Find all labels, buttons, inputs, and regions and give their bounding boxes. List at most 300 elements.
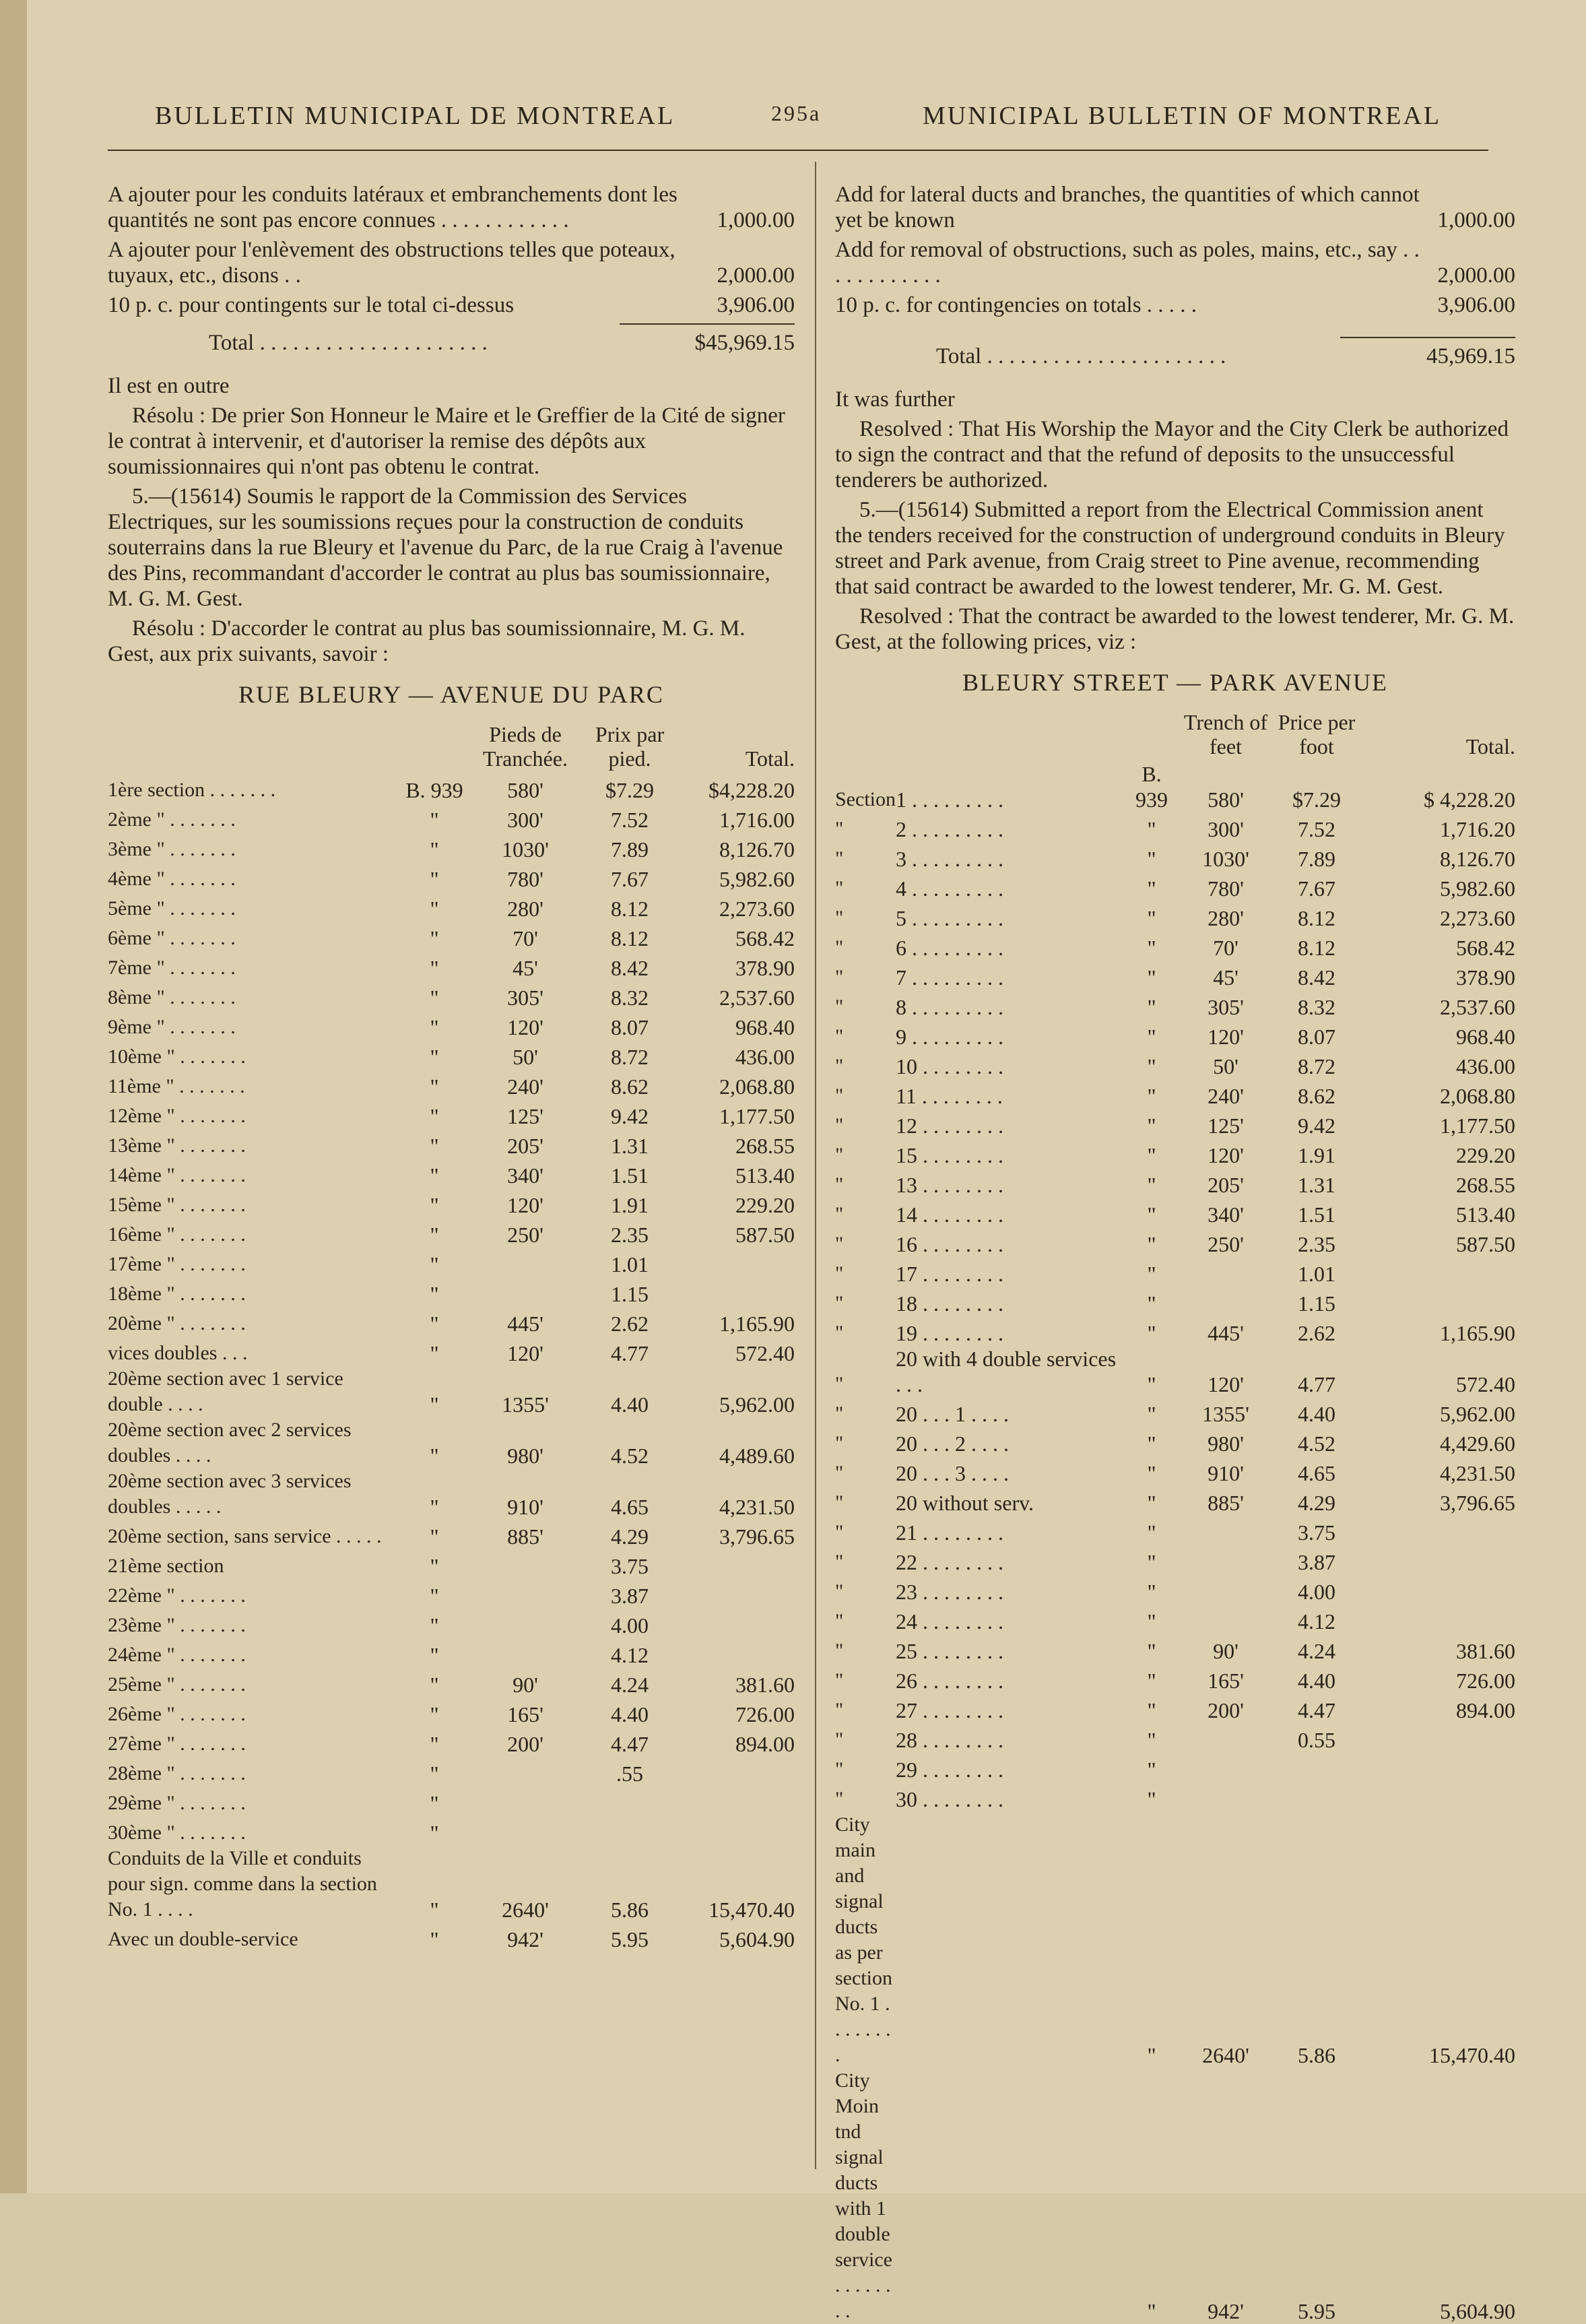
table-cell: 280' [1208,906,1244,930]
table-cell: " [1147,965,1156,990]
table-row [835,1812,1515,2068]
table-cell: 445' [1208,1321,1244,1345]
table-cell [1360,1545,1515,1575]
table-cell: 1.51 [611,1163,649,1188]
table-cell: " [430,1015,439,1039]
table-row [835,1050,1515,1079]
table-cell: 8.12 [1298,906,1335,930]
table-cell [1179,1782,1273,1812]
table-cell: 16ème " . . . . . . . [108,1223,246,1246]
table-cell: 27ème " . . . . . . . [108,1733,246,1755]
table-cell: 20ème section, sans service . . . . . [108,1525,382,1547]
table-cell: 910' [1208,1461,1244,1485]
table-cell: " [835,818,844,840]
table-cell: 8.72 [611,1045,649,1069]
table-cell: " [1147,1113,1156,1138]
table-row [108,1579,795,1609]
table-cell: $4,228.20 [708,778,795,802]
table-cell: " [1147,1520,1156,1545]
table-cell: 378.90 [735,956,795,980]
table-cell: 8,126.70 [719,837,795,862]
table-cell [471,1816,579,1846]
table-cell: 4.77 [611,1341,649,1365]
table-cell: " [835,1640,844,1662]
table-cell: " [1147,1609,1156,1634]
table-cell: 4.65 [1298,1461,1335,1485]
table-cell: 436.00 [1456,1054,1515,1078]
column-header [896,710,1125,761]
table-cell: 9.42 [611,1104,649,1128]
table-cell: " [835,1491,844,1514]
table-cell: 45' [513,956,538,980]
table-cell: 894.00 [1456,1698,1515,1722]
table-cell [680,1757,795,1786]
table-cell: " [835,1758,844,1780]
table-cell: 5,962.00 [1440,1402,1515,1426]
table-cell [1360,1605,1515,1634]
table-row [835,1545,1515,1575]
table-cell: 12 . . . . . . . . [896,1113,1003,1138]
table-row [108,1218,795,1248]
table-cell: 50' [1213,1054,1238,1078]
table-cell: " [1147,1431,1156,1456]
table-row [108,1757,795,1786]
table-cell: 240' [507,1074,543,1099]
table-cell: 1.51 [1298,1202,1335,1227]
table-cell: 3 . . . . . . . . . [896,847,1003,871]
table-cell [1360,1257,1515,1287]
table-row [108,1668,795,1698]
english-total-line [835,344,1515,369]
french-total-amount: $45,969.15 [694,331,795,355]
table-cell: 340' [507,1163,543,1188]
table-cell: 20ème section avec 1 service double . . . . [108,1367,343,1415]
table-cell: " [835,847,844,870]
table-cell: " [1147,1372,1156,1396]
english-paragraph: Resolved : That His Worship the Mayor and the City Clerk be authorized to sign the contract and that the refund of deposits to the unsuccessful tenderers be authorized. [835,417,1509,492]
table-cell: 8.12 [1298,936,1335,960]
table-cell: 300' [1208,817,1244,841]
table-cell [680,1638,795,1668]
table-cell [680,1549,795,1579]
table-row [108,1638,795,1668]
table-cell: Section [835,788,896,810]
table-cell: " [430,867,439,891]
table-cell: 20 . . . 2 . . . . [896,1431,1009,1456]
table-cell: 21 . . . . . . . . [896,1520,1003,1545]
french-total-label: Total . . . . . . . . . . . . . . . . . . . . . [209,331,488,355]
table-cell [1273,1753,1360,1782]
table-cell: 580' [1208,787,1244,812]
table-cell [471,1248,579,1277]
table-row [108,1010,795,1040]
table-cell: 7.67 [1298,876,1335,901]
table-cell: 513.40 [735,1163,795,1188]
table-cell: " [430,926,439,950]
table-cell: 580' [507,778,543,802]
table-cell: " [430,1613,439,1638]
table-cell: 20 . . . 3 . . . . [896,1461,1009,1485]
table-cell: " [835,1173,844,1196]
table-cell: 4.40 [1298,1402,1335,1426]
table-cell: " [1147,1757,1156,1782]
table-cell: 8.32 [611,986,649,1010]
table-row [108,1248,795,1277]
table-cell: " [1147,847,1156,871]
table-header-row [108,722,795,773]
table-cell: " [430,1791,439,1815]
table-cell: 165' [507,1702,543,1726]
cost-item-amount: 1,000.00 [1437,208,1515,232]
table-cell: 942' [1208,2299,1244,2323]
table-cell: 2.35 [1298,1232,1335,1256]
cost-item-text: 10 p. c. for contingencies on totals . . . . . [835,293,1197,317]
english-price-table [835,710,1515,2324]
table-cell: " [1147,1202,1156,1227]
table-cell: B. 939 [405,778,463,802]
table-cell: 1355' [1202,1402,1249,1426]
table-row [108,1727,795,1757]
table-cell: 23ème " . . . . . . . [108,1614,246,1636]
table-row [108,1549,795,1579]
cost-item-amount: 3,906.00 [1437,293,1515,317]
table-cell: " [1147,1669,1156,1693]
table-cell: 2,273.60 [719,897,795,921]
table-row [835,1486,1515,1516]
table-cell: 2,273.60 [1440,906,1515,930]
table-row [835,1516,1515,1545]
table-cell: 1.15 [1298,1291,1335,1316]
cost-item [835,237,1515,288]
table-cell: 4.00 [611,1613,649,1638]
table-cell: 1030' [502,837,549,862]
table-row [108,1040,795,1070]
table-cell: " [1147,1402,1156,1426]
table-row [835,1693,1515,1723]
table-cell: 20ème section avec 2 services doubles . . . . [108,1419,352,1466]
table-row [108,1609,795,1638]
table-cell: 1.31 [611,1134,649,1158]
table-row [108,1698,795,1727]
table-row [835,1723,1515,1753]
table-row [835,1079,1515,1109]
table-cell: " [835,1788,844,1810]
table-cell: " [430,1643,439,1667]
table-row [835,1397,1515,1427]
table-cell: " [835,1551,844,1573]
table-cell: " [835,1580,844,1603]
table-row [835,1664,1515,1693]
table-cell: 1.31 [1298,1173,1335,1197]
table-cell [896,2068,1125,2324]
table-cell: 4.24 [1298,1639,1335,1663]
table-cell: 780' [1208,876,1244,901]
table-cell: 10ème " . . . . . . . [108,1045,246,1068]
table-row [108,1417,795,1468]
table-cell: 513.40 [1456,1202,1515,1227]
table-cell: 13 . . . . . . . . [896,1173,1003,1197]
table-cell: 25 . . . . . . . . [896,1639,1003,1663]
table-row [108,981,795,1010]
cost-item [108,237,795,288]
table-cell [1360,1516,1515,1545]
table-row [108,1070,795,1099]
table-row [108,1307,795,1336]
table-cell: 8.72 [1298,1054,1335,1078]
table-cell: 8 . . . . . . . . . [896,995,1003,1019]
english-paragraph: It was further [835,387,955,412]
table-cell: 125' [1208,1113,1244,1138]
table-cell: 22ème " . . . . . . . [108,1584,246,1607]
table-cell: B. 939 [1135,762,1168,812]
table-cell: 268.55 [1456,1173,1515,1197]
column-header [397,722,471,773]
table-cell: 942' [507,1927,543,1951]
table-row [108,892,795,922]
table-cell: 26ème " . . . . . . . [108,1703,246,1725]
table-cell [471,1549,579,1579]
table-cell: 8.12 [611,897,649,921]
table-cell: 229.20 [1456,1143,1515,1167]
table-cell [471,1277,579,1307]
table-cell: 5,982.60 [719,867,795,891]
table-cell: 8.07 [1298,1025,1335,1049]
table-cell [896,1812,1125,2068]
table-cell: 15 . . . . . . . . [896,1143,1003,1167]
table-cell: 250' [507,1223,543,1247]
table-row [108,1786,795,1816]
table-cell: 9 . . . . . . . . . [896,1025,1003,1049]
table-cell: " [835,907,844,929]
table-cell: 45' [1213,965,1238,990]
table-cell: 1,177.50 [1440,1113,1515,1138]
table-cell [1179,1723,1273,1753]
table-row [835,761,1515,812]
table-cell: 5,982.60 [1440,876,1515,901]
cost-item [108,292,795,318]
table-cell: " [1147,2299,1156,2323]
table-cell [471,1579,579,1609]
table-cell: 7.89 [611,837,649,862]
table-cell: 1.91 [611,1193,649,1217]
table-cell: 10 . . . . . . . . [896,1054,1003,1078]
table-cell: 24ème " . . . . . . . [108,1644,246,1666]
table-row [108,1520,795,1549]
table-cell: 885' [507,1524,543,1549]
table-cell: 20ème section avec 3 services doubles . . . . . [108,1470,352,1518]
table-cell: 980' [1208,1431,1244,1456]
table-cell: 1.01 [1298,1262,1335,1286]
table-cell: " [1147,1580,1156,1604]
table-cell: " [430,1045,439,1069]
table-cell: " [430,1282,439,1306]
table-cell: " [1147,1639,1156,1663]
cost-item-amount: 2,000.00 [1437,263,1515,288]
table-cell: 13ème " . . . . . . . [108,1134,246,1157]
table-cell: 15,470.40 [708,1898,795,1922]
table-cell: Conduits de la Ville et conduits pour sign. comme dans la section No. 1 . . . . [108,1847,377,1920]
table-cell: " [835,1521,844,1543]
total-rule [620,323,795,325]
table-cell: $7.29 [1292,787,1341,812]
table-cell: 8.42 [1298,965,1335,990]
table-cell: " [1147,876,1156,901]
table-cell: 27 . . . . . . . . [896,1698,1003,1722]
table-cell: 5,962.00 [719,1392,795,1417]
table-cell: 24 . . . . . . . . [896,1609,1003,1634]
table-cell: 378.90 [1456,965,1515,990]
cost-item-amount: 1,000.00 [717,208,795,232]
table-cell: " [430,1524,439,1549]
table-cell: 3.75 [1298,1520,1335,1545]
table-cell: 14ème " . . . . . . . [108,1164,246,1186]
table-cell: Avec un double-service [108,1928,298,1950]
table-cell: 5.95 [611,1927,649,1951]
table-cell [1179,1753,1273,1782]
table-cell: 28ème " . . . . . . . [108,1762,246,1784]
table-cell [1179,1605,1273,1634]
table-cell: 19 . . . . . . . . [896,1321,1003,1345]
table-cell: 120' [507,1341,543,1365]
table-cell: 2.35 [611,1223,649,1247]
table-cell: 2640' [1202,2043,1249,2067]
cost-item [108,182,795,233]
table-cell [680,1816,795,1846]
table-cell: 29ème " . . . . . . . [108,1792,246,1814]
table-cell: 120' [1208,1025,1244,1049]
table-row [835,1753,1515,1782]
table-cell: 23 . . . . . . . . [896,1580,1003,1604]
table-cell: 8.12 [611,926,649,950]
table-cell: 587.50 [735,1223,795,1247]
table-row [835,961,1515,990]
table-cell: " [1147,1550,1156,1574]
table-cell: 8,126.70 [1440,847,1515,871]
table-cell: 4.40 [1298,1669,1335,1693]
page-gutter [0,0,27,2193]
table-cell: " [1147,995,1156,1019]
table-cell: City Moin tnd signal ducts with 1 double service . . . . . . . . [835,2069,892,2322]
table-cell: 305' [1208,995,1244,1019]
table-cell: 25ème " . . . . . . . [108,1673,246,1696]
column-header [835,710,896,761]
table-cell [471,1786,579,1816]
table-cell [1360,1575,1515,1605]
column-header: Pieds de Tranchée. [483,722,568,771]
cost-item-text: Add for removal of obstructions, such as poles, mains, etc., say . . . . . . . . . . . . [835,238,1420,288]
total-rule [1340,337,1515,338]
table-cell: 2,068.80 [1440,1084,1515,1108]
table-cell: 4 . . . . . . . . . [896,876,1003,901]
table-cell [1360,1753,1515,1782]
table-cell: " [1147,1084,1156,1108]
table-cell: 1 . . . . . . . . . [896,787,1003,812]
table-cell: " [430,1584,439,1608]
table-cell: 1,716.00 [719,808,795,832]
table-cell: $7.29 [605,778,654,802]
table-row [108,1277,795,1307]
english-column [835,182,1515,2324]
cost-item [835,292,1515,318]
table-cell: " [1147,817,1156,841]
table-cell: 125' [507,1104,543,1128]
cost-item-text: 10 p. c. pour contingents sur le total ci-dessus [108,293,515,317]
table-cell: " [835,1322,844,1344]
table-cell: 28 . . . . . . . . [896,1728,1003,1752]
table-row [108,1188,795,1218]
table-cell: 3,796.65 [719,1524,795,1549]
table-cell: 572.40 [735,1341,795,1365]
column-header: Trench of feet [1183,710,1268,758]
page [27,0,1586,2323]
cost-item-text: Add for lateral ducts and branches, the quantities of which cannot yet be known [835,183,1420,232]
table-cell: 2.62 [611,1312,649,1336]
table-cell [1179,1287,1273,1316]
header-right-title: MUNICIPAL BULLETIN OF MONTREAL [923,102,1442,130]
table-row [835,1782,1515,1812]
table-cell: 8.07 [611,1015,649,1039]
table-cell: " [835,1055,844,1077]
table-cell: 90' [513,1673,538,1697]
table-cell: 12ème " . . . . . . . [108,1105,246,1127]
column-header: Prix par pied. [595,722,665,771]
table-cell: " [835,1025,844,1047]
cost-item-text: A ajouter pour l'enlèvement des obstructions telles que poteaux, tuyaux, etc., disons . . [108,238,675,288]
table-cell: 17ème " . . . . . . . [108,1253,246,1275]
english-paragraph: 5.—(15614) Submitted a report from the Electrical Commission anent the tenders received for the construction of underground conduits in Bleury street and Park avenue, from Craig street to Pine avenue, recommending that said contract be awarded to the lowest tenderer, Mr. G. M. Gest. [835,498,1505,599]
column-header: Price per foot [1278,710,1356,758]
table-cell: " [430,1702,439,1726]
table-cell: 894.00 [735,1732,795,1756]
table-cell: " [835,1432,844,1454]
column-header: Total. [745,746,795,771]
table-cell: 780' [507,867,543,891]
cost-item-amount: 2,000.00 [717,263,795,288]
table-cell: 20ème " . . . . . . . [108,1312,246,1334]
table-cell: 7 . . . . . . . . . [896,965,1003,990]
table-row [835,1456,1515,1486]
table-row [108,1923,795,1952]
table-cell: 4ème " . . . . . . . [108,868,236,890]
table-cell: 5,604.90 [719,1927,795,1951]
table-row [108,1129,795,1159]
table-cell: 4.00 [1298,1580,1335,1604]
table-row [108,1099,795,1129]
table-cell: " [430,837,439,862]
table-cell [680,1277,795,1307]
french-total-line [108,330,795,356]
table-cell: 587.50 [1456,1232,1515,1256]
table-cell: 15,470.40 [1429,2043,1515,2067]
table-cell: " [1147,1143,1156,1167]
column-divider [815,162,816,2169]
table-cell: 968.40 [735,1015,795,1039]
table-cell [1179,1575,1273,1605]
table-cell: " [430,1223,439,1247]
table-cell: " [1147,2043,1156,2067]
table-cell: " [430,986,439,1010]
french-column [108,182,795,1952]
table-row [108,1366,795,1417]
table-cell [1273,1782,1360,1812]
table-row [835,931,1515,961]
table-cell: " [1147,1491,1156,1515]
table-row [108,1468,795,1520]
table-cell: 4.29 [1298,1491,1335,1515]
table-cell: 4,489.60 [719,1444,795,1468]
table-cell: 7.52 [611,808,649,832]
table-cell: 18ème " . . . . . . . [108,1283,246,1305]
